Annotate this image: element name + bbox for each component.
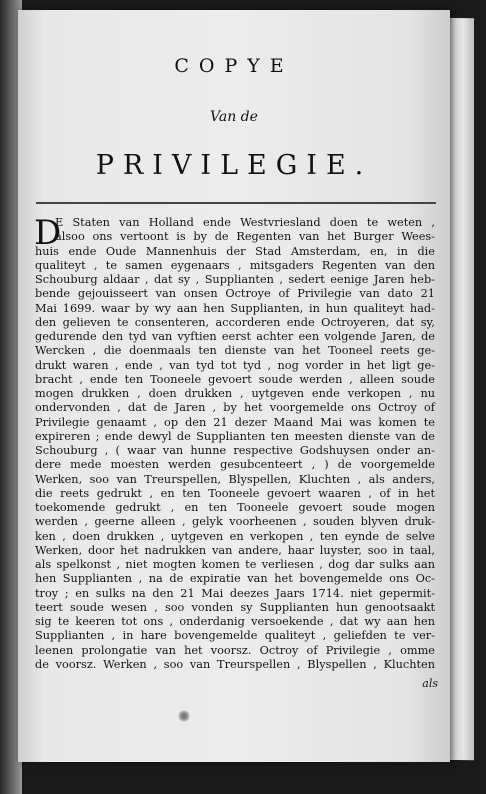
heading-van-de: Van de — [210, 109, 258, 125]
text-line: ondervonden , dat de Jaren , by het voorgemelde ons Octroy of — [35, 401, 435, 415]
text-line: Schouburg aldaar , dat sy , Supplianten , sedert eenige Jaren heb- — [35, 273, 435, 286]
text-line: drukt waren , ende , van tyd tot tyd , nog vorder in het ligt ge- — [35, 358, 435, 372]
text-line: huis ende Oude Mannenhuis der Stad Amsterdam, en, in die — [35, 244, 435, 258]
text-line: den gelieven te consenteren, accorderen ende Octroyeren, dat sy, — [35, 315, 435, 329]
document-page — [18, 10, 450, 762]
text-line: teert soude wesen , soo vonden sy Supplianten hun genootsaakt — [35, 600, 435, 614]
text-line: bende gejouisseert van onsen Octroye of Privilegie van dato 21 — [35, 287, 435, 301]
text-line: als spelkonst , niet mogten komen te verliesen , dog dar sulks aan — [35, 558, 435, 571]
text-line: bracht , ende ten Tooneele gevoert soude werden , alleen soude — [35, 372, 435, 386]
text-line: hen Supplianten , na de expiratie van het bovengemelde ons Oc- — [35, 572, 435, 586]
catchword: als — [422, 677, 438, 690]
text-line: leenen prolongatie van het voorsz. Octroy of Privilegie , omme — [35, 643, 435, 657]
text-line: dere mede moesten werden gesubcenteert , ) de voorgemelde — [35, 458, 435, 472]
heading-privilegie: PRIVILEGIE. — [95, 150, 373, 181]
text-line: troy ; en sulks na den 21 Mai deezes Jaars 1714. niet gepermit- — [35, 586, 435, 600]
text-line: Werken, soo van Treurspellen, Blyspellen, Kluchten , als anders, — [35, 472, 435, 486]
text-line: werden , geerne alleen , gelyk voorheenen , souden blyven druk- — [35, 515, 435, 529]
text-line: ken , doen drukken , uytgeven en verkopen , ten eynde de selve — [35, 529, 435, 543]
text-line: die reets gedrukt , en ten Tooneele gevoert waaren , of in het — [35, 486, 435, 500]
text-line: sig te keeren tot ons , onderdanig versoekende , dat wy aan hen — [35, 615, 435, 628]
text-line: gedurende den tyd van vyftien eerst achter een volgende Jaren, de — [35, 330, 435, 343]
heading-copye: COPYE — [174, 55, 294, 77]
text-line: de voorsz. Werken , soo van Treurspellen , Blyspellen , Kluchten — [35, 657, 435, 671]
text-line: qualiteyt , te samen eygenaars , mitsgaders Regenten van den — [35, 258, 435, 272]
text-line: expireren ; ende dewyl de Supplianten ten meesten dienste van de — [35, 429, 435, 443]
text-line: toekomende gedrukt , en ten Tooneele gevoert soude mogen — [35, 501, 435, 514]
heading-rule — [36, 202, 436, 204]
text-line: Mai 1699. waar by wy aan hen Supplianten, in hun qualiteyt had- — [35, 301, 435, 315]
drop-cap: D — [34, 213, 62, 253]
body-text — [34, 213, 435, 672]
text-line: Schouburg , ( waar van hunne respective Godshuysen onder an- — [35, 444, 435, 457]
text-line: mogen drukken , doen drukken , uytgeven ende verkopen , nu — [35, 387, 435, 400]
text-line: Wercken , die doenmaals ten dienste van het Tooneel reets ge- — [35, 344, 435, 358]
text-line: E Staten van Holland ende Westvriesland doen te weten , — [55, 216, 435, 229]
text-line: Privilegie genaamt , op den 21 dezer Maand Mai was komen te — [35, 415, 435, 429]
text-line: alsoo ons vertoont is by de Regenten van het Burger Wees- — [55, 230, 435, 244]
page-ornament-icon — [178, 710, 190, 722]
text-line: Werken, door het nadrukken van andere, haar luyster, soo in taal, — [35, 543, 435, 557]
text-line: Supplianten , in hare bovengemelde qualiteyt , geliefden te ver- — [35, 629, 435, 643]
